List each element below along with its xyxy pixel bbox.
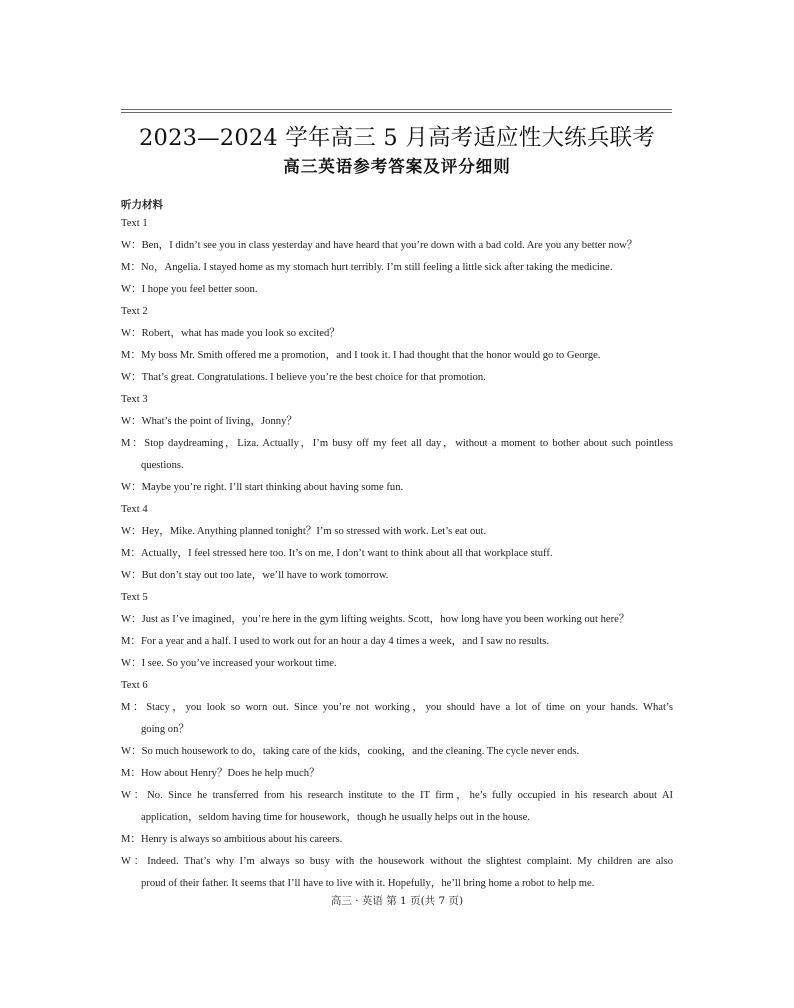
answer-key-subtitle: 高三英语参考答案及评分细则 — [283, 157, 511, 176]
dialogue-line: M：For a year and a half. I used to work out for an hour a day 4 times a week，and I saw no results. — [121, 636, 550, 647]
dialogue-line: M：My boss Mr. Smith offered me a promotion，and I took it. I had thought that the honor would go to George. — [121, 350, 601, 361]
dialogue-line: W：Indeed. That’s why I’m always so busy with the housework without the slightest complaint. My children are also — [121, 856, 673, 867]
text-heading: Text 5 — [121, 592, 148, 603]
dialogue-line: W：So much housework to do，taking care of the kids，cooking，and the cleaning. The cycle never ends. — [121, 746, 580, 757]
header-rule-bottom — [121, 112, 672, 113]
dialogue-line: W：I see. So you’ve increased your workout time. — [121, 658, 337, 669]
dialogue-line: W：Hey，Mike. Anything planned tonight？I’m so stressed with work. Let’s eat out. — [121, 526, 487, 537]
dialogue-line: M：No，Angelia. I stayed home as my stomach hurt terribly. I’m still feeling a little sick after taking the medicine. — [121, 262, 613, 273]
dialogue-line: W：No. Since he transferred from his research institute to the IT firm，he’s fully occupied in his research about AI — [121, 790, 673, 801]
text-heading: Text 1 — [121, 218, 148, 229]
dialogue-line: W：Ben，I didn’t see you in class yesterday and have heard that you’re down with a bad cold. Are you any better now？ — [121, 240, 638, 251]
text-heading: Text 6 — [121, 680, 148, 691]
dialogue-line: W：I hope you feel better soon. — [121, 284, 258, 295]
dialogue-line: W：Robert，what has made you look so excited？ — [121, 328, 340, 339]
dialogue-line: M：Stacy，you look so worn out. Since you’re not working，you should have a lot of time on your hands. What’s — [121, 702, 673, 713]
dialogue-line: M：Henry is always so ambitious about his careers. — [121, 834, 343, 845]
dialogue-line-continued: proud of their father. It seems that I’ll have to live with it. Hopefully，he’ll bring home a robot to help me. — [141, 878, 595, 889]
dialogue-line: W：What’s the point of living，Jonny？ — [121, 416, 297, 427]
section-label-listening: 听力材料 — [121, 199, 163, 211]
dialogue-line: M：How about Henry？Does he help much？ — [121, 768, 320, 779]
dialogue-line-continued: questions. — [141, 460, 184, 471]
dialogue-line-continued: application，seldom having time for housework，though he usually helps out in the house. — [141, 812, 530, 823]
dialogue-line: M：Actually，I feel stressed here too. It’s on me. I don’t want to think about all that workplace stuff. — [121, 548, 553, 559]
transcript-body — [121, 213, 673, 895]
text-heading: Text 3 — [121, 394, 148, 405]
dialogue-line: W：Just as I’ve imagined，you’re here in the gym lifting weights. Scott，how long have you been working out here？ — [121, 614, 630, 625]
dialogue-line: W：Maybe you’re right. I’ll start thinking about having some fun. — [121, 482, 404, 493]
page-footer: 高三 · 英语 第 1 页(共 7 页) — [330, 895, 464, 907]
dialogue-line: W：But don’t stay out too late，we’ll have to work tomorrow. — [121, 570, 389, 581]
text-heading: Text 4 — [121, 504, 148, 515]
exam-title: 2023—2024 学年高三 5 月高考适应性大练兵联考 — [139, 125, 655, 151]
dialogue-line: W：That’s great. Congratulations. I believe you’re the best choice for that promotion. — [121, 372, 486, 383]
dialogue-line-continued: going on？ — [141, 724, 189, 735]
dialogue-line: M：Stop daydreaming，Liza. Actually，I’m busy off my feet all day，without a moment to bother about such pointless — [121, 438, 673, 449]
header-rule-top — [121, 109, 672, 110]
text-heading: Text 2 — [121, 306, 148, 317]
